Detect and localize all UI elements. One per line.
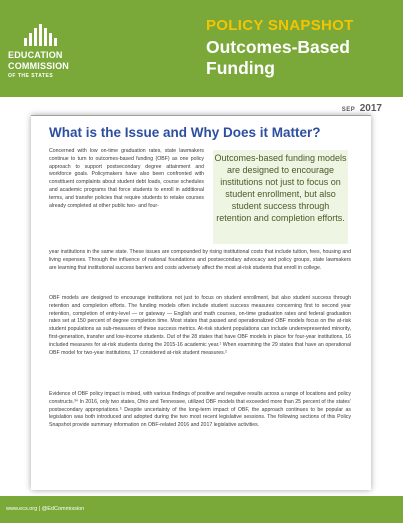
logo-text-commission: COMMISSION bbox=[8, 61, 70, 71]
ecs-logo[interactable] bbox=[8, 24, 88, 86]
logo-bars-icon bbox=[24, 24, 62, 46]
section-heading: What is the Issue and Why Does it Matter? bbox=[49, 125, 321, 140]
paragraph-1-top: Concerned with low on-time graduation rates, state lawmakers continue to turn to outcomes-based funding (OBF) as one policy approach to support postsecondary degree attainment and workforce goals. Policymakers have also been confronted with constituent complaints about student debt loads, course schedules and academic programs that force students to enroll in additional terms, and transfer policies that require students to retake courses already completed at other public two- and four- bbox=[49, 148, 204, 209]
paragraph-2: OBF models are designed to encourage institutions not just to focus on student enrollment, but also student success through retention and completion efforts. The funding models often include student success measures concerning first to second year retention, completion of entry-level — or gateway — English and math courses, on-time graduation rates and federal graduation rates set at 150 percent of degree completion time. Most states that passed and operationalized OBF models focus on the at-risk student populations as sub-measures of these success metrics. At-risk student populations can include underrepresented minority, first-generation, transfer and low-income students. Out of the 28 states that have OBF models in place for four-year institutions, 16 included measures for at-risk students during the 2015-16 academic year.¹ When examining the 29 states that have an operational OBF model for two-year institutions, 17 considered at-risk student measures.² bbox=[49, 295, 351, 356]
date-year: 2017 bbox=[359, 103, 382, 114]
date-month: SEP bbox=[341, 107, 356, 113]
pull-quote-text: Outcomes-based funding models are designed to encourage institutions not just to focus on student enrollment, but also student success through retention and completion efforts. bbox=[214, 153, 347, 223]
footer-bar bbox=[0, 496, 403, 523]
paragraph-1-bottom: year institutions in the same state. These issues are compounded by rising institutional costs that include tuition, fees, housing and living expenses. Through the influence of national foundations and postsecondary advocacy and policy groups, state lawmakers are learning that institutional success barriers and costs adversely affect the most at-risk students that enroll in college. bbox=[49, 249, 351, 271]
policy-snapshot-label: POLICY SNAPSHOT bbox=[206, 17, 354, 34]
paragraph-3: Evidence of OBF policy impact is mixed, with various findings of positive and negative results across a range of locations and policy constructs.³⁴ In 2016, only two states, Ohio and Tennessee, utilized OBF models that exceeded more than 25 percent of the states’ postsecondary appropriations.⁵ Despite uncertainty of the long-term impact of OBF, the approach continues to be popular as legislation was both introduced and adopted during the two most recent legislative sessions. The following sections of this Policy Snapshot provide summary information on OBF-related 2016 and 2017 legislative activities. bbox=[49, 391, 351, 429]
footer-links[interactable]: www.ecs.org | @EdCommission bbox=[6, 506, 85, 512]
page-title: Outcomes-Based Funding bbox=[206, 37, 350, 78]
publication-date bbox=[342, 98, 382, 116]
logo-text-education: EDUCATION bbox=[8, 50, 63, 60]
header-divider bbox=[31, 115, 371, 116]
logo-text-of-the-states: OF THE STATES bbox=[8, 73, 54, 79]
